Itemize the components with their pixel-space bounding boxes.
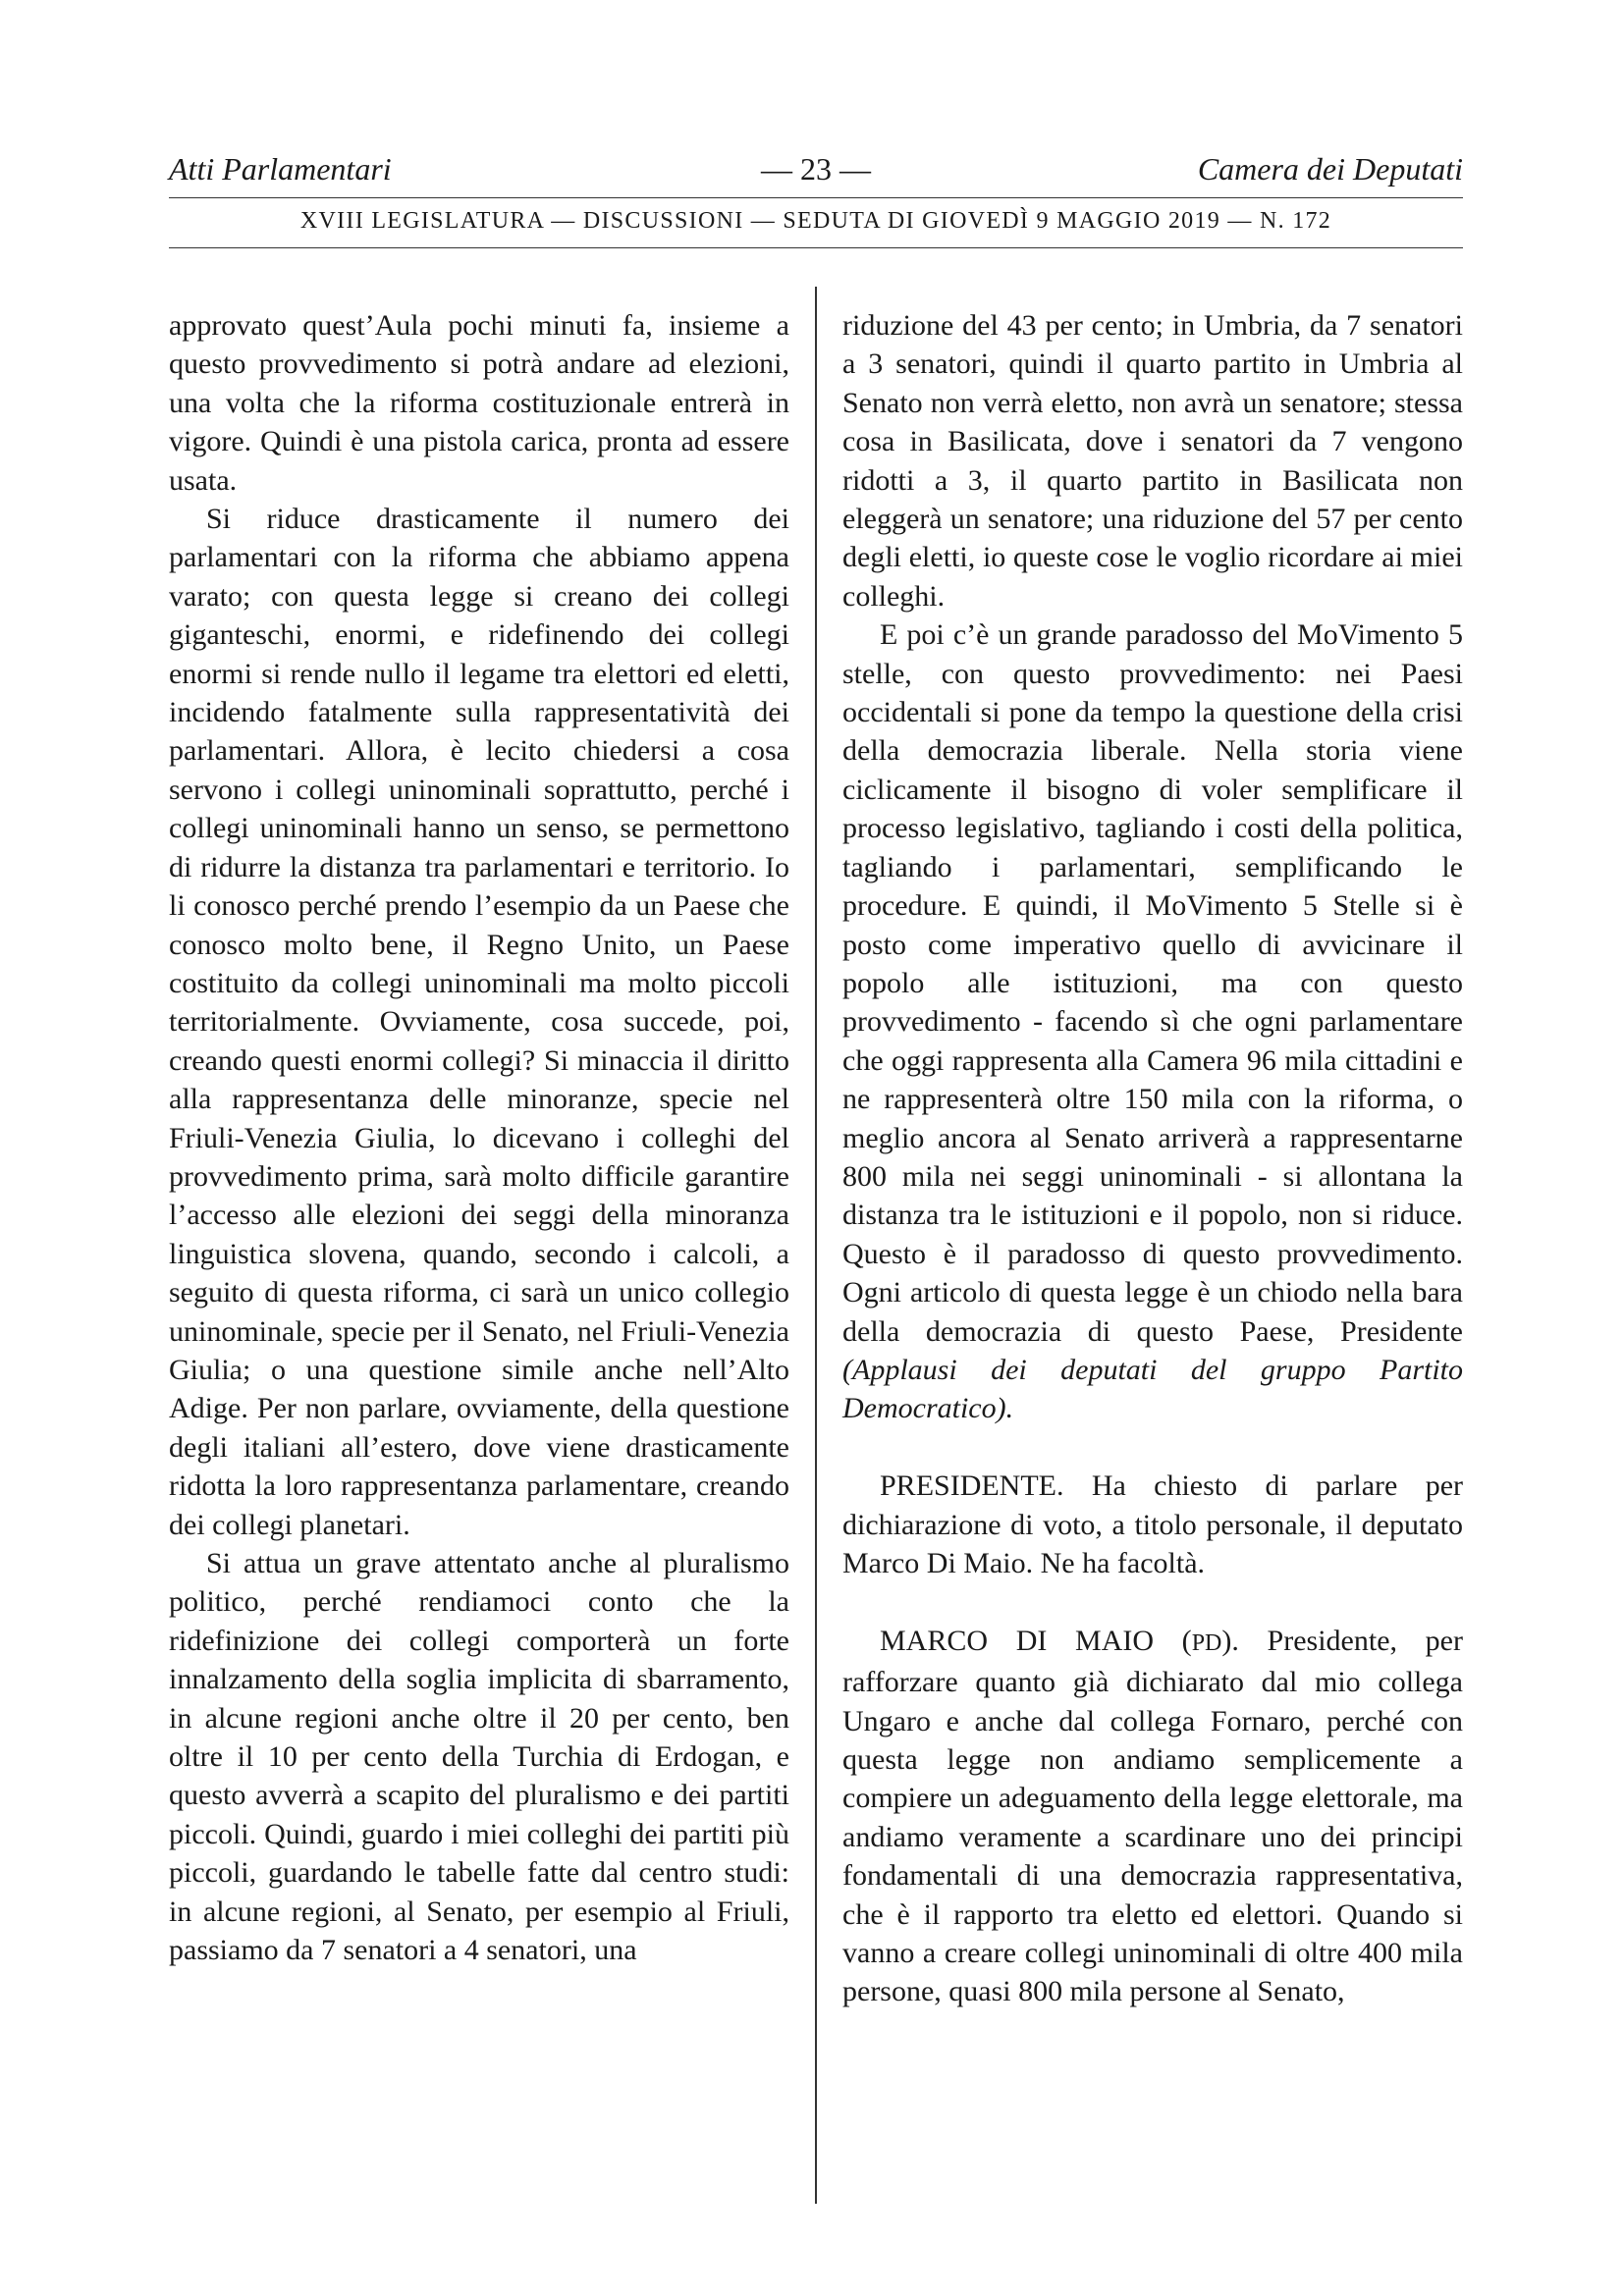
applause-note: (Applausi dei deputati del gruppo Partito Democratico). (842, 1353, 1463, 1425)
page-header (169, 151, 1463, 196)
paragraph: riduzione del 43 per cento; in Umbria, da 7 senatori a 3 senatori, quindi il quarto partito in Umbria al Senato non verrà eletto, non avrà un senatore; stessa cosa in Basilicata, dove i senatori da 7 vengono ridotti a 3, il quarto partito in Basilicata non eleggerà un senatore; una riduzione del 57 per cento degli eletti, io queste cose le voglio ricordare ai miei colleghi. (842, 309, 1463, 613)
speech-paragraph (842, 1622, 1463, 2011)
page-number: — 23 — (761, 151, 871, 187)
president-statement: PRESIDENTE. Ha chiesto di parlare per dichiarazione di voto, a titolo personale, il deputato Marco Di Maio. Ne ha facoltà. (842, 1469, 1463, 1579)
paragraph (842, 615, 1463, 1428)
paragraph: Si attua un grave attentato anche al pluralismo politico, perché rendiamoci conto che la ridefinizione dei collegi comporterà un forte innalzamento della soglia implicita di sbarramento, in alcune regioni anche oltre il 20 per cento, ben oltre il 10 per cento della Turchia di Erdogan, e questo avverrà a scapito del pluralismo e dei partiti piccoli. Quindi, guardo i miei colleghi dei partiti più piccoli, guardando le tabelle fatte dal centro studi: in alcune regioni, al Senato, per esempio al Friuli, passiamo da 7 senatori a 4 senatori, una (169, 1547, 789, 1967)
column-divider (815, 287, 817, 2204)
paragraph: approvato quest’Aula pochi minuti fa, insieme a questo provvedimento si potrà andare ad elezioni, una volta che la riforma costituzionale entrerà in vigore. Quindi è una pistola carica, pronta ad essere usata. (169, 309, 789, 497)
header-rule-bottom (169, 247, 1463, 248)
paragraph-text: E poi c’è un grande paradosso del MoVimento 5 stelle, con questo provvedimento: nei Paesi occidentali si pone da tempo la questione della crisi della democrazia liberale. Nella storia viene ciclicamente il bisogno di voler semplificare il processo legislativo, tagliando i costi della politica, tagliando i parlamentari, semplificando le procedure. E quindi, il MoVimento 5 Stelle si è posto come imperativo quello di avvicinare il popolo alle istituzioni, ma con questo provvedimento - facendo sì che ogni parlamentare che oggi rappresenta alla Camera 96 mila cittadini e ne rappresenterà oltre 150 mila con la riforma, o meglio ancora al Senato arriverà a rappresentarne 800 mila nei seggi uninominali - si allontana la distanza tra le istituzioni e il popolo, non si riduce. Questo è il paradosso di questo provvedimento. Ogni articolo di questa legge è un chiodo nella bara della democrazia di questo Paese, Presidente (842, 618, 1463, 1348)
header-rule-top (169, 197, 1463, 198)
speech-text: Presidente, per rafforzare quanto già dichiarato dal mio collega Ungaro e anche dal collega Fornaro, perché con questa legge non andiamo semplicemente a compiere un adeguamento della legge elettorale, ma andiamo veramente a scardinare uno dei principi fondamentali di una democrazia rappresentativa, che è il rapporto tra eletto ed elettori. Quando si vanno a creare collegi uninominali di oltre 400 mila persone, quasi 800 mila persone al Senato, (842, 1624, 1463, 2008)
speaker-name: MARCO DI MAIO (880, 1624, 1155, 1657)
paragraph: Si riduce drasticamente il numero dei parlamentari con la riforma che abbiamo appena varato; con questa legge si creano dei collegi giganteschi, enormi, e ridefinendo dei collegi enormi si rende nullo il legame tra elettori ed eletti, incidendo fatalmente sulla rappresentatività dei parlamentari. Allora, è lecito chiedersi a cosa servono i collegi uninominali soprattutto, perché i collegi uninominali hanno un senso, se permettono di ridurre la distanza tra parlamentari e territorio. Io li conosco perché prendo l’esempio da un Paese che conosco molto bene, il Regno Unito, un Paese costituito da collegi uninominali ma molto piccoli territorialmente. Ovviamente, cosa succede, poi, creando questi enormi collegi? Si minaccia il diritto alla rappresentanza delle minoranze, specie nel Friuli-Venezia Giulia, lo dicevano i colleghi del provvedimento prima, sarà molto difficile garantire l’accesso alle elezioni dei seggi della minoranza linguistica slovena, quando, secondo i calcoli, a seguito di questa riforma, ci sarà un unico collegio uninominale, specie per il Senato, nel Friuli-Venezia Giulia; o una questione simile anche nell’Alto Adige. Per non parlare, ovviamente, della questione degli italiani all’estero, dove viene drasticamente ridotta la loro rappresentanza parlamentare, creando dei collegi planetari. (169, 503, 789, 1541)
speaker-group-close: ). (1221, 1624, 1268, 1657)
header-publication: Atti Parlamentari (169, 151, 392, 187)
right-column (842, 306, 1463, 2011)
header-chamber: Camera dei Deputati (1197, 151, 1463, 187)
speaker-group-open: ( (1154, 1624, 1192, 1657)
left-column (169, 306, 789, 1969)
speaker-group: PD (1191, 1629, 1222, 1656)
session-subheader: XVIII LEGISLATURA — DISCUSSIONI — SEDUTA DI GIOVEDÌ 9 MAGGIO 2019 — N. 172 (299, 208, 1332, 234)
